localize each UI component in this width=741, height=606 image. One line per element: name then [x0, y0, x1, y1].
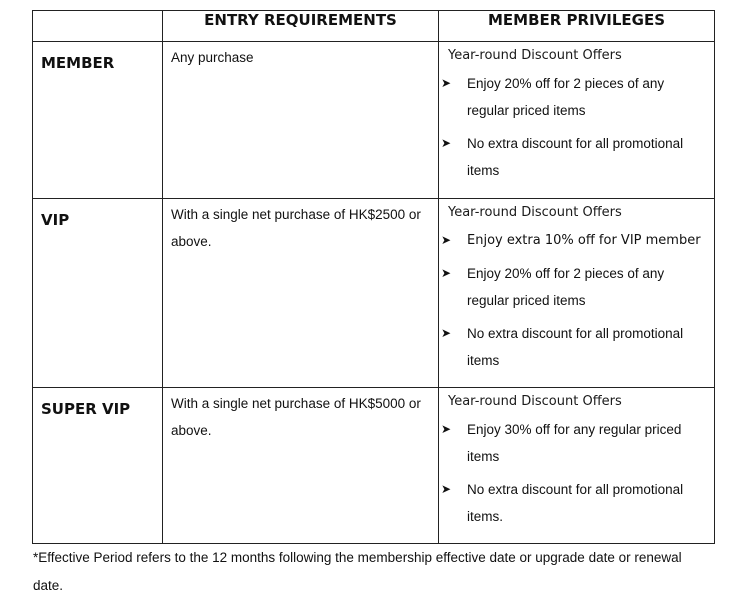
requirement-cell — [163, 42, 439, 199]
privileges-title: Year-round Discount Offers — [448, 394, 622, 409]
table-row — [33, 199, 715, 388]
arrowhead-bullet-icon: ➤ — [441, 482, 452, 496]
list-item — [441, 70, 706, 124]
tier-cell — [33, 199, 163, 388]
header-member-privileges: MEMBER PRIVILEGES — [439, 11, 715, 42]
requirement-cell — [163, 388, 439, 544]
privileges-title: Year-round Discount Offers — [448, 205, 622, 220]
header-tier — [33, 11, 163, 42]
list-item — [441, 320, 706, 374]
tier-name: SUPER VIP — [41, 400, 131, 418]
arrowhead-bullet-icon: ➤ — [441, 326, 452, 340]
arrowhead-bullet-icon: ➤ — [441, 136, 452, 150]
privileges-title: Year-round Discount Offers — [448, 48, 622, 63]
privileges-cell — [439, 42, 715, 199]
footnote: *Effective Period refers to the 12 months following the membership effective date or upgrade date or renewal date. — [33, 550, 682, 593]
arrowhead-bullet-icon: ➤ — [441, 266, 452, 280]
privileges-cell — [439, 199, 715, 388]
tier-cell — [33, 42, 163, 199]
tier-cell — [33, 388, 163, 544]
list-item — [441, 227, 706, 254]
membership-table — [32, 10, 715, 544]
arrowhead-bullet-icon: ➤ — [441, 76, 452, 90]
privilege-text: No extra discount for all promotional items. — [467, 482, 684, 524]
header-entry-requirements: ENTRY REQUIREMENTS — [163, 11, 439, 42]
requirement-cell — [163, 199, 439, 388]
list-item — [441, 476, 706, 530]
list-item — [441, 260, 706, 314]
privilege-text: No extra discount for all promotional items — [467, 136, 684, 178]
privilege-text: No extra discount for all promotional items — [467, 326, 684, 368]
privilege-text: Enjoy 20% off for 2 pieces of any regular priced items — [467, 76, 665, 118]
table-row — [33, 388, 715, 544]
tier-name: VIP — [41, 211, 70, 229]
privilege-text: Enjoy 30% off for any regular priced items — [467, 422, 682, 464]
header-row — [33, 11, 715, 42]
privilege-text: Enjoy extra 10% off for VIP member — [467, 233, 701, 248]
requirement-text: With a single net purchase of HK$2500 or above. — [171, 207, 421, 249]
requirement-text: Any purchase — [171, 50, 254, 65]
list-item — [441, 416, 706, 470]
arrowhead-bullet-icon: ➤ — [441, 422, 452, 436]
requirement-text: With a single net purchase of HK$5000 or above. — [171, 396, 421, 438]
tier-name: MEMBER — [41, 54, 115, 72]
privileges-cell — [439, 388, 715, 544]
privilege-text: Enjoy 20% off for 2 pieces of any regular priced items — [467, 266, 665, 308]
list-item — [441, 130, 706, 184]
arrowhead-bullet-icon: ➤ — [441, 233, 452, 247]
table-row — [33, 42, 715, 199]
